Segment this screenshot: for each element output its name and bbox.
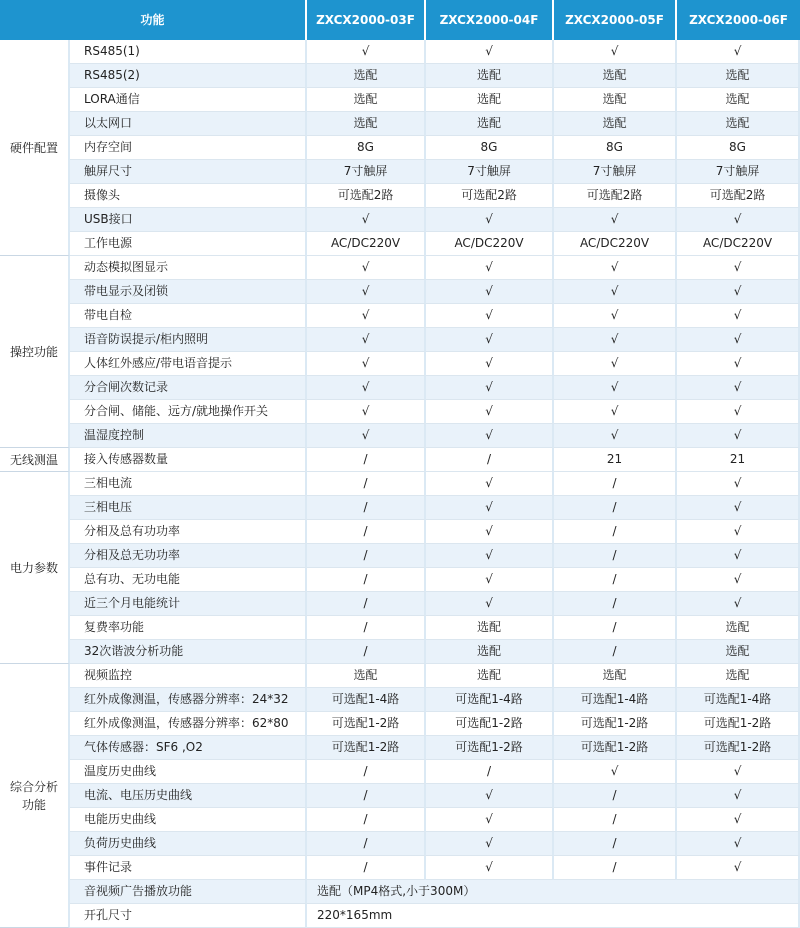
table-row — [0, 544, 800, 568]
feature-cell: 接入传感器数量 — [70, 448, 307, 472]
value-cell: √ — [677, 808, 800, 832]
feature-cell: 语音防误提示/柜内照明 — [70, 328, 307, 352]
value-cell: √ — [554, 256, 677, 280]
feature-cell: 带电自检 — [70, 304, 307, 328]
feature-cell: 温湿度控制 — [70, 424, 307, 448]
value-cell: 选配 — [307, 112, 426, 136]
table-row — [0, 112, 800, 136]
value-cell: / — [554, 592, 677, 616]
feature-cell: 以太网口 — [70, 112, 307, 136]
feature-cell: RS485(2) — [70, 64, 307, 88]
value-cell: 可选配1-2路 — [426, 736, 554, 760]
table-row — [0, 256, 800, 280]
value-cell: / — [554, 640, 677, 664]
feature-cell: 音视频广告播放功能 — [70, 880, 307, 904]
value-cell: √ — [426, 208, 554, 232]
value-cell: / — [307, 568, 426, 592]
value-cell: 可选配2路 — [307, 184, 426, 208]
header-model: ZXCX2000-06F — [677, 0, 800, 40]
feature-cell: 温度历史曲线 — [70, 760, 307, 784]
value-cell: / — [554, 544, 677, 568]
value-cell: √ — [677, 208, 800, 232]
feature-cell: USB接口 — [70, 208, 307, 232]
category-cell: 综合分析功能 — [0, 664, 70, 928]
value-cell: √ — [554, 352, 677, 376]
value-cell: / — [307, 856, 426, 880]
feature-cell: 分相及总无功功率 — [70, 544, 307, 568]
value-cell: 8G — [426, 136, 554, 160]
feature-cell: 人体红外感应/带电语音提示 — [70, 352, 307, 376]
value-cell: √ — [554, 40, 677, 64]
category-cell: 无线测温 — [0, 448, 70, 472]
value-cell: √ — [677, 352, 800, 376]
value-cell: √ — [426, 592, 554, 616]
table-row — [0, 736, 800, 760]
value-cell: 选配 — [554, 112, 677, 136]
value-cell: √ — [677, 40, 800, 64]
value-cell: / — [307, 808, 426, 832]
value-cell: / — [307, 640, 426, 664]
value-cell: √ — [426, 520, 554, 544]
value-cell: 选配 — [307, 664, 426, 688]
value-cell: 选配 — [426, 64, 554, 88]
value-cell: √ — [307, 424, 426, 448]
value-cell: 可选配1-2路 — [677, 736, 800, 760]
value-cell: 7寸触屏 — [307, 160, 426, 184]
value-cell: / — [307, 448, 426, 472]
feature-cell: 事件记录 — [70, 856, 307, 880]
value-cell: √ — [426, 784, 554, 808]
value-cell: √ — [426, 832, 554, 856]
value-cell: / — [307, 760, 426, 784]
feature-cell: 带电显示及闭锁 — [70, 280, 307, 304]
header-row — [0, 0, 800, 40]
value-cell: 7寸触屏 — [554, 160, 677, 184]
value-cell: √ — [426, 472, 554, 496]
table-row — [0, 856, 800, 880]
feature-cell: 内存空间 — [70, 136, 307, 160]
table-row — [0, 688, 800, 712]
table-row — [0, 64, 800, 88]
value-cell: / — [554, 520, 677, 544]
value-cell: / — [307, 832, 426, 856]
table-row — [0, 208, 800, 232]
value-cell: 可选配1-4路 — [426, 688, 554, 712]
table-row — [0, 616, 800, 640]
value-cell: √ — [426, 304, 554, 328]
value-cell: / — [554, 496, 677, 520]
table-row — [0, 352, 800, 376]
table-row — [0, 496, 800, 520]
value-cell: √ — [677, 304, 800, 328]
value-cell: √ — [426, 352, 554, 376]
value-cell: √ — [554, 400, 677, 424]
value-cell: / — [426, 448, 554, 472]
value-cell: / — [554, 808, 677, 832]
table-row — [0, 448, 800, 472]
spanned-value-cell: 220*165mm — [307, 904, 800, 928]
value-cell: / — [307, 472, 426, 496]
value-cell: / — [554, 856, 677, 880]
value-cell: 可选配1-4路 — [677, 688, 800, 712]
category-cell: 硬件配置 — [0, 40, 70, 256]
value-cell: √ — [677, 496, 800, 520]
value-cell: / — [426, 760, 554, 784]
value-cell: √ — [677, 856, 800, 880]
feature-cell: 红外成像测温，传感器分辨率：62*80 — [70, 712, 307, 736]
table-row — [0, 880, 800, 904]
value-cell: √ — [307, 328, 426, 352]
feature-cell: 工作电源 — [70, 232, 307, 256]
table-row — [0, 304, 800, 328]
value-cell: √ — [677, 328, 800, 352]
table-row — [0, 784, 800, 808]
value-cell: 可选配2路 — [426, 184, 554, 208]
table-row — [0, 160, 800, 184]
feature-cell: 电流、电压历史曲线 — [70, 784, 307, 808]
table-row — [0, 184, 800, 208]
value-cell: √ — [677, 544, 800, 568]
value-cell: √ — [554, 760, 677, 784]
value-cell: √ — [677, 592, 800, 616]
value-cell: √ — [426, 328, 554, 352]
value-cell: / — [554, 568, 677, 592]
value-cell: √ — [677, 280, 800, 304]
table-row — [0, 568, 800, 592]
value-cell: 选配 — [554, 88, 677, 112]
value-cell: √ — [677, 400, 800, 424]
value-cell: √ — [426, 496, 554, 520]
value-cell: 可选配2路 — [554, 184, 677, 208]
header-model: ZXCX2000-03F — [307, 0, 426, 40]
value-cell: √ — [426, 544, 554, 568]
value-cell: 选配 — [554, 64, 677, 88]
value-cell: √ — [307, 280, 426, 304]
value-cell: 选配 — [426, 640, 554, 664]
header-model: ZXCX2000-04F — [426, 0, 554, 40]
feature-cell: 分合闸次数记录 — [70, 376, 307, 400]
table-row — [0, 832, 800, 856]
table-row — [0, 232, 800, 256]
value-cell: 可选配1-2路 — [426, 712, 554, 736]
value-cell: √ — [307, 256, 426, 280]
value-cell: / — [554, 472, 677, 496]
value-cell: √ — [677, 784, 800, 808]
value-cell: 可选配1-2路 — [307, 712, 426, 736]
feature-cell: 近三个月电能统计 — [70, 592, 307, 616]
table-row — [0, 400, 800, 424]
value-cell: √ — [554, 424, 677, 448]
feature-cell: 分相及总有功功率 — [70, 520, 307, 544]
table-row — [0, 424, 800, 448]
table-row — [0, 520, 800, 544]
value-cell: √ — [426, 280, 554, 304]
value-cell: 8G — [554, 136, 677, 160]
value-cell: 选配 — [554, 664, 677, 688]
value-cell: √ — [554, 208, 677, 232]
value-cell: √ — [307, 208, 426, 232]
value-cell: 可选配2路 — [677, 184, 800, 208]
value-cell: √ — [426, 808, 554, 832]
feature-cell: 触屏尺寸 — [70, 160, 307, 184]
value-cell: / — [307, 496, 426, 520]
table-row — [0, 376, 800, 400]
value-cell: √ — [677, 424, 800, 448]
value-cell: √ — [307, 304, 426, 328]
value-cell: / — [307, 616, 426, 640]
table-row — [0, 136, 800, 160]
feature-cell: 气体传感器：SF6 ,O2 — [70, 736, 307, 760]
value-cell: 选配 — [426, 616, 554, 640]
value-cell: 选配 — [426, 88, 554, 112]
value-cell: 选配 — [677, 64, 800, 88]
value-cell: √ — [677, 472, 800, 496]
feature-cell: 视频监控 — [70, 664, 307, 688]
value-cell: 21 — [677, 448, 800, 472]
value-cell: / — [307, 520, 426, 544]
table-row — [0, 664, 800, 688]
value-cell: √ — [554, 280, 677, 304]
value-cell: √ — [307, 376, 426, 400]
value-cell: √ — [307, 352, 426, 376]
value-cell: AC/DC220V — [677, 232, 800, 256]
table-row — [0, 712, 800, 736]
table-row — [0, 760, 800, 784]
value-cell: √ — [554, 376, 677, 400]
feature-cell: 负荷历史曲线 — [70, 832, 307, 856]
value-cell: AC/DC220V — [554, 232, 677, 256]
feature-cell: 摄像头 — [70, 184, 307, 208]
value-cell: √ — [426, 376, 554, 400]
table-row — [0, 904, 800, 928]
value-cell: 可选配1-2路 — [554, 736, 677, 760]
feature-cell: 总有功、无功电能 — [70, 568, 307, 592]
value-cell: / — [307, 784, 426, 808]
value-cell: / — [554, 616, 677, 640]
value-cell: 选配 — [426, 664, 554, 688]
value-cell: √ — [307, 400, 426, 424]
value-cell: √ — [554, 328, 677, 352]
value-cell: 选配 — [677, 88, 800, 112]
feature-cell: LORA通信 — [70, 88, 307, 112]
header-feature: 功能 — [0, 0, 307, 40]
table-row — [0, 640, 800, 664]
feature-cell: 三相电流 — [70, 472, 307, 496]
spanned-value-cell: 选配（MP4格式,小于300M） — [307, 880, 800, 904]
feature-cell: 红外成像测温，传感器分辨率：24*32 — [70, 688, 307, 712]
value-cell: 21 — [554, 448, 677, 472]
value-cell: 选配 — [677, 640, 800, 664]
value-cell: √ — [677, 760, 800, 784]
value-cell: 可选配1-4路 — [307, 688, 426, 712]
value-cell: √ — [677, 568, 800, 592]
feature-cell: 开孔尺寸 — [70, 904, 307, 928]
table-body — [0, 40, 800, 928]
table-row — [0, 328, 800, 352]
feature-cell: 复费率功能 — [70, 616, 307, 640]
value-cell: / — [307, 592, 426, 616]
value-cell: √ — [554, 304, 677, 328]
value-cell: √ — [307, 40, 426, 64]
value-cell: / — [307, 544, 426, 568]
value-cell: √ — [677, 256, 800, 280]
value-cell: √ — [426, 40, 554, 64]
value-cell: 选配 — [677, 664, 800, 688]
value-cell: 可选配1-4路 — [554, 688, 677, 712]
table-row — [0, 808, 800, 832]
value-cell: AC/DC220V — [426, 232, 554, 256]
header-model: ZXCX2000-05F — [554, 0, 677, 40]
value-cell: √ — [426, 856, 554, 880]
value-cell: 8G — [307, 136, 426, 160]
value-cell: √ — [677, 520, 800, 544]
feature-cell: RS485(1) — [70, 40, 307, 64]
value-cell: / — [554, 784, 677, 808]
value-cell: 可选配1-2路 — [677, 712, 800, 736]
table-row — [0, 472, 800, 496]
value-cell: 可选配1-2路 — [307, 736, 426, 760]
value-cell: 8G — [677, 136, 800, 160]
category-cell: 电力参数 — [0, 472, 70, 664]
value-cell: 选配 — [677, 616, 800, 640]
feature-cell: 动态模拟图显示 — [70, 256, 307, 280]
value-cell: 选配 — [426, 112, 554, 136]
value-cell: 7寸触屏 — [426, 160, 554, 184]
value-cell: √ — [677, 832, 800, 856]
value-cell: √ — [426, 424, 554, 448]
value-cell: √ — [426, 256, 554, 280]
category-cell: 操控功能 — [0, 256, 70, 448]
feature-cell: 三相电压 — [70, 496, 307, 520]
value-cell: √ — [677, 376, 800, 400]
feature-cell: 分合闸、储能、远方/就地操作开关 — [70, 400, 307, 424]
value-cell: √ — [426, 400, 554, 424]
value-cell: AC/DC220V — [307, 232, 426, 256]
value-cell: 7寸触屏 — [677, 160, 800, 184]
table-row — [0, 40, 800, 64]
feature-cell: 电能历史曲线 — [70, 808, 307, 832]
table-row — [0, 280, 800, 304]
value-cell: 可选配1-2路 — [554, 712, 677, 736]
feature-cell: 32次谐波分析功能 — [70, 640, 307, 664]
table-row — [0, 592, 800, 616]
value-cell: 选配 — [677, 112, 800, 136]
value-cell: 选配 — [307, 64, 426, 88]
table-row — [0, 88, 800, 112]
value-cell: / — [554, 832, 677, 856]
value-cell: √ — [426, 568, 554, 592]
value-cell: 选配 — [307, 88, 426, 112]
